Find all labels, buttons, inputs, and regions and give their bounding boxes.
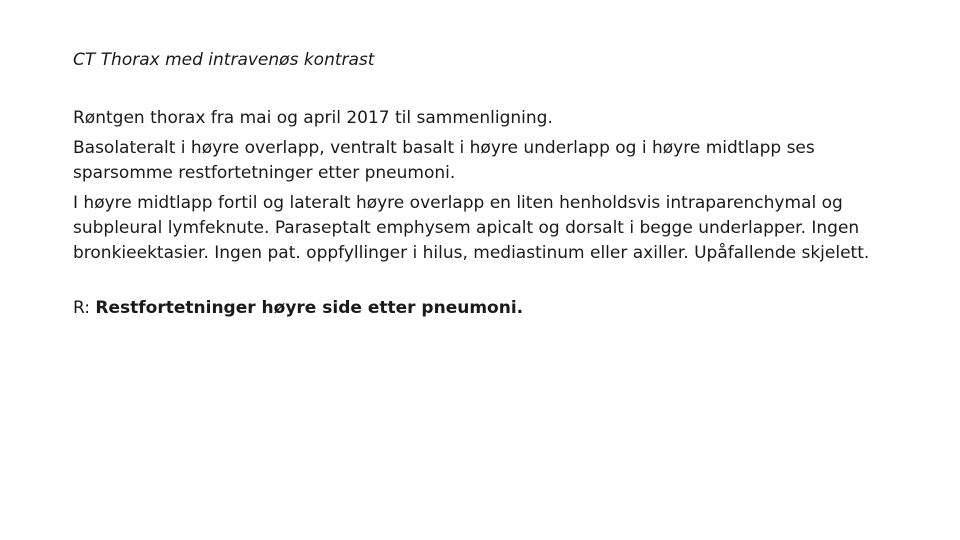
report-paragraph-comparison: Røntgen thorax fra mai og april 2017 til sammenligning.	[73, 108, 553, 128]
report-conclusion	[73, 296, 903, 321]
report-paragraph-details: I høyre midtlapp fortil og lateralt høyre overlapp en liten henholdsvis intraparenchymal og subpleural lymfeknute. Paraseptalt emphysem apicalt og dorsalt i begge underlapper. Ingen bronkieektasier. Ingen pat. oppfyllinger i hilus, mediastinum eller axiller. Upåfallende skjelett.	[73, 193, 870, 263]
conclusion-prefix: R:	[73, 298, 96, 318]
report-paragraph-findings: Basolateralt i høyre overlapp, ventralt basalt i høyre underlapp og i høyre midtlapp ses sparsomme restfortetninger etter pneumoni.	[73, 138, 815, 183]
report-heading: CT Thorax med intravenøs kontrast	[73, 50, 375, 70]
report-slide	[73, 48, 903, 321]
conclusion-text: Restfortetninger høyre side etter pneumoni.	[95, 298, 524, 318]
